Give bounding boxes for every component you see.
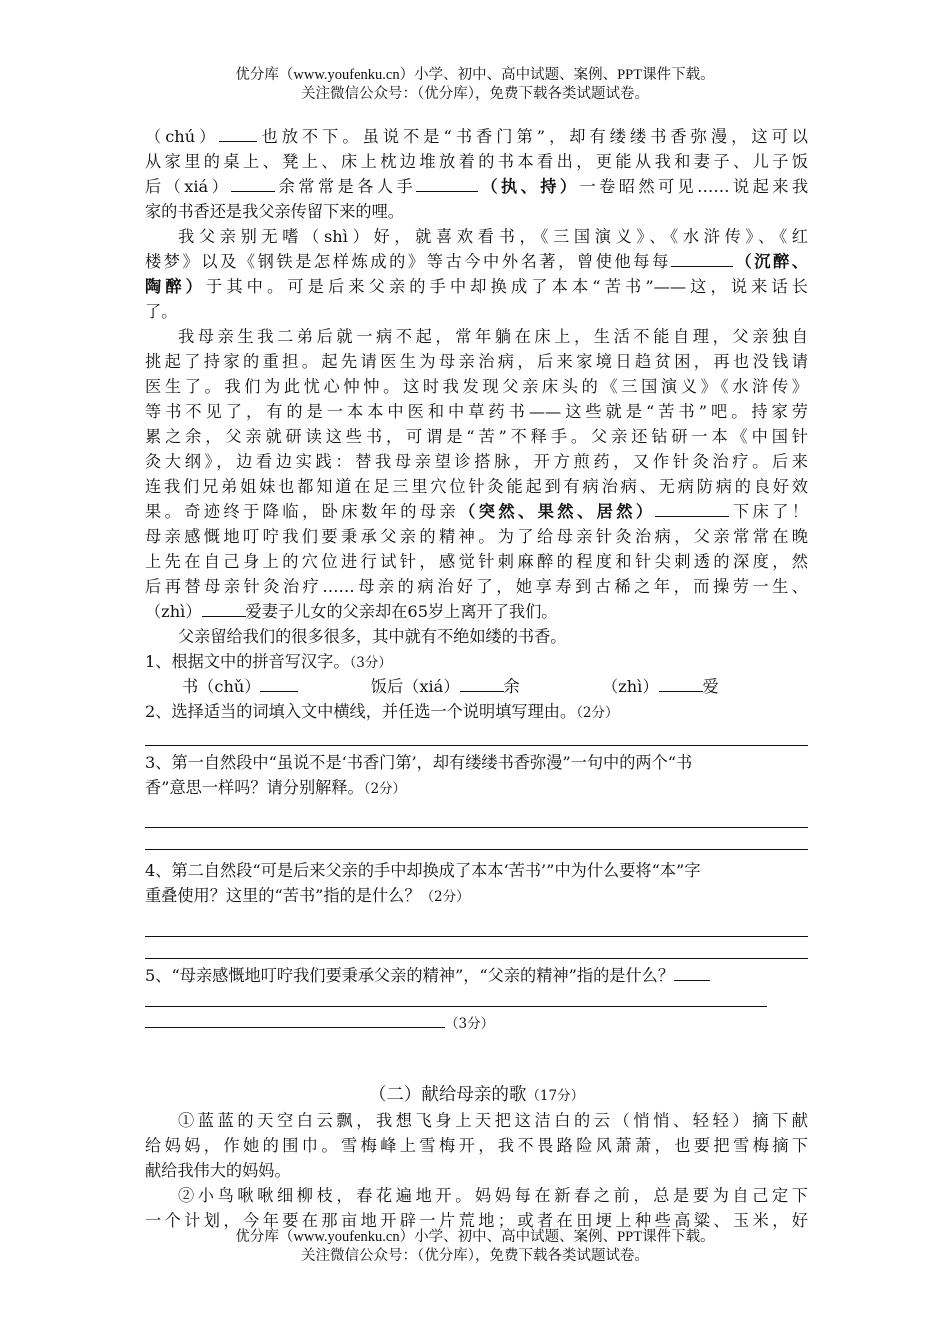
- question-5-score: （3分）: [445, 1016, 495, 1032]
- question-5-text: 5、“母亲感慨地叮咛我们要秉承父亲的精神”，“父亲的精神”指的是什么？: [145, 966, 675, 985]
- question-4-line-1: 4、第二自然段“可是后来父亲的手中却换成了本本‘苦书’”中为什么要将“本”字: [145, 861, 701, 880]
- s2-p2-line-1: ②小鸟啾啾细柳枝，春花遍地开。妈妈每在新春之前，总是要为自己定下: [178, 1186, 808, 1205]
- p2-line-1: 我父亲别无嗜（shì）好，就喜欢看书，《三国演义》、《水浒传》、《红: [178, 227, 808, 246]
- question-1-items: [145, 674, 808, 699]
- question-4-line-2: [145, 883, 808, 908]
- page-footer: [0, 1228, 950, 1266]
- question-2: [145, 699, 808, 724]
- question-2-text: 2、选择适当的词填入文中横线，并任选一个说明填写理由。: [145, 702, 577, 721]
- s2-p2-line-2: 一个计划，今年要在那亩地开辟一片荒地；或者在田埂上种些高粱、玉米，好: [145, 1211, 808, 1230]
- p4-line-1: 父亲留给我们的很多很多，其中就有不绝如缕的书香。: [178, 627, 567, 646]
- p3-text: 下床了！: [729, 502, 808, 521]
- choice-chenzui: （沉醉、: [732, 252, 808, 271]
- section-2-title-text: （二）献给母亲的歌: [368, 1085, 527, 1105]
- answer-line-q5-1[interactable]: [145, 988, 767, 1007]
- p3-line-5: 累之余，父亲就研读这些书，可谓是“苦”不释手。父亲还钻研一本《中国针: [145, 427, 808, 446]
- question-1-score: （3分）: [349, 655, 392, 671]
- question-4-score: （2分）: [420, 889, 470, 905]
- q1-blank-c[interactable]: [659, 674, 703, 692]
- p3-line-7: 连我们兄弟姐妹也都知道在足三里穴位针灸能起到有病治病、无病防病的良好效: [145, 477, 808, 496]
- question-3-score: （2分）: [363, 781, 407, 797]
- q1-item-b: 饭后（xiá）: [370, 677, 460, 696]
- blank-zhi[interactable]: [202, 599, 246, 617]
- blank-zhi-chi[interactable]: [416, 174, 478, 192]
- header-line-2: 关注微信公众号：（优分库），免费下载各类试题试卷。: [301, 86, 649, 102]
- page-header: [0, 66, 950, 104]
- p3-line-3: 医生了。我们为此忧心忡忡。这时我发现父亲床头的《三国演义》《水浒传》: [145, 377, 808, 396]
- s2-p1-line-3: 献给我伟大的妈妈。: [145, 1161, 291, 1180]
- p3-line-10: 上先在自己身上的穴位进行试针，感觉针刺麻醉的程度和针尖刺透的深度，然: [145, 552, 808, 571]
- p3-line-1: 我母亲生我二弟后就一病不起，常年躺在床上，生活不能自理，父亲独自: [178, 327, 808, 346]
- p1-text: 余常常是各人手: [275, 177, 416, 196]
- blank-xia[interactable]: [231, 174, 275, 192]
- answer-blank-q5[interactable]: [674, 963, 710, 981]
- answer-line-q3-1[interactable]: [145, 800, 808, 828]
- p2-line-3: [145, 274, 808, 299]
- pinyin-xia: 后（xiá）: [145, 177, 232, 196]
- footer-line-2: 关注微信公众号：（优分库），免费下载各类试题试卷。: [301, 1248, 649, 1264]
- p3-line-6: 灸大纲》，边看边实践：替我母亲望诊搭脉，开方煎药，又作针灸治疗。后来: [145, 452, 808, 471]
- p1-text: 也放不下。虽说不是“书香门第”，却有缕缕书香弥漫，这可以: [257, 127, 808, 146]
- pinyin-chu: （chú）: [145, 127, 220, 146]
- s2-p1-line-2: 给妈妈，作她的围巾。雪梅峰上雪梅开，我不畏路险风萧萧，也要把雪梅摘下: [145, 1136, 808, 1155]
- q1-item-c-suffix: 爱: [702, 677, 719, 696]
- p1-line-4: 家的书香还是我父亲传留下来的哩。: [145, 202, 404, 221]
- p1-text: 一卷昭然可见……说起来我: [579, 177, 808, 196]
- p3-line-11: 后再替母亲针灸治疗……母亲的病治好了，她享寿到古稀之年，而操劳一生、: [145, 577, 808, 596]
- q1-item-a: 书（chǔ）: [182, 677, 261, 696]
- p2-line-2: [145, 249, 808, 274]
- p3-line-2: 挑起了持家的重担。起先请医生为母亲治病，后来家境日趋贫困，再也没钱请: [145, 352, 808, 371]
- p1-line-3: [145, 174, 808, 199]
- answer-line-q4-1[interactable]: [145, 908, 808, 937]
- question-5-end: [145, 1010, 808, 1035]
- question-3-line-1: 3、第一自然段中“虽说不是‘书香门第’，却有缕缕书香弥漫”一句中的两个“书: [145, 753, 693, 772]
- q1-blank-b[interactable]: [460, 674, 504, 692]
- p2-text: 楼梦》以及《钢铁是怎样炼成的》等古今中外名著，曾使他每每: [145, 252, 671, 271]
- question-1-text: 1、根据文中的拼音写汉字。: [145, 652, 350, 671]
- document-body: [145, 124, 808, 1233]
- footer-line-1: 优分库（www.youfenku.cn）小学、初中、高中试题、案例、PPT课件下载。: [235, 1229, 715, 1245]
- question-4-text: 重叠使用？这里的“苦书”指的是什么？: [145, 886, 421, 905]
- p3-line-8: [145, 499, 808, 524]
- p3-text: 果。奇迹终于降临，卧床数年的母亲: [145, 502, 460, 521]
- section-2-title: [145, 1083, 808, 1108]
- p3-line-12: [145, 599, 808, 624]
- section-2-score: （17分）: [526, 1088, 585, 1104]
- q1-item-c: （zhì）: [602, 677, 659, 696]
- question-3-text: 香”意思一样吗？请分别解释。: [145, 778, 364, 797]
- choice-taozui: 陶醉）: [145, 277, 206, 296]
- pinyin-zhi: （zhì）: [145, 602, 202, 621]
- p3-text: 爱妻子儿女的父亲却在65岁上离开了我们。: [245, 602, 558, 621]
- choice-turan: （突然、果然、居然）: [459, 502, 656, 521]
- p2-line-4: 了。: [145, 302, 178, 321]
- answer-line-q3-2[interactable]: [145, 828, 808, 850]
- question-1: [145, 649, 808, 674]
- blank-chu[interactable]: [219, 124, 257, 142]
- p1-line-2: 从家里的桌上、凳上、床上枕边堆放着的书本看出，更能从我和妻子、儿子饭: [145, 152, 808, 171]
- question-5: [145, 963, 808, 988]
- question-3-line-2: [145, 775, 808, 800]
- q1-blank-a[interactable]: [260, 674, 298, 692]
- p3-line-4: 等书不见了，有的是一本本中医和中草药书——这些就是“苦书”吧。持家劳: [145, 402, 808, 421]
- p1-line-1: [145, 124, 808, 149]
- p3-line-9: 母亲感慨地叮咛我们要秉承父亲的精神。为了给母亲针灸治病，父亲常常在晚: [145, 527, 808, 546]
- answer-line-q5-2[interactable]: [145, 1010, 445, 1028]
- answer-line-q4-2[interactable]: [145, 937, 808, 959]
- header-line-1: 优分库（www.youfenku.cn）小学、初中、高中试题、案例、PPT课件下载。: [235, 67, 715, 83]
- question-2-score: （2分）: [576, 705, 619, 721]
- choice-zhi-chi: （执、持）: [477, 177, 580, 196]
- blank-chenzui[interactable]: [671, 249, 733, 267]
- p2-text: 于其中。可是后来父亲的手中却换成了本本“苦书”——这，说来话长: [206, 277, 808, 296]
- answer-line-q2[interactable]: [145, 724, 808, 746]
- s2-p1-line-1: ①蓝蓝的天空白云飘，我想飞身上天把这洁白的云（悄悄、轻轻）摘下献: [178, 1111, 808, 1130]
- blank-turan[interactable]: [655, 499, 729, 517]
- q1-item-b-suffix: 余: [503, 677, 520, 696]
